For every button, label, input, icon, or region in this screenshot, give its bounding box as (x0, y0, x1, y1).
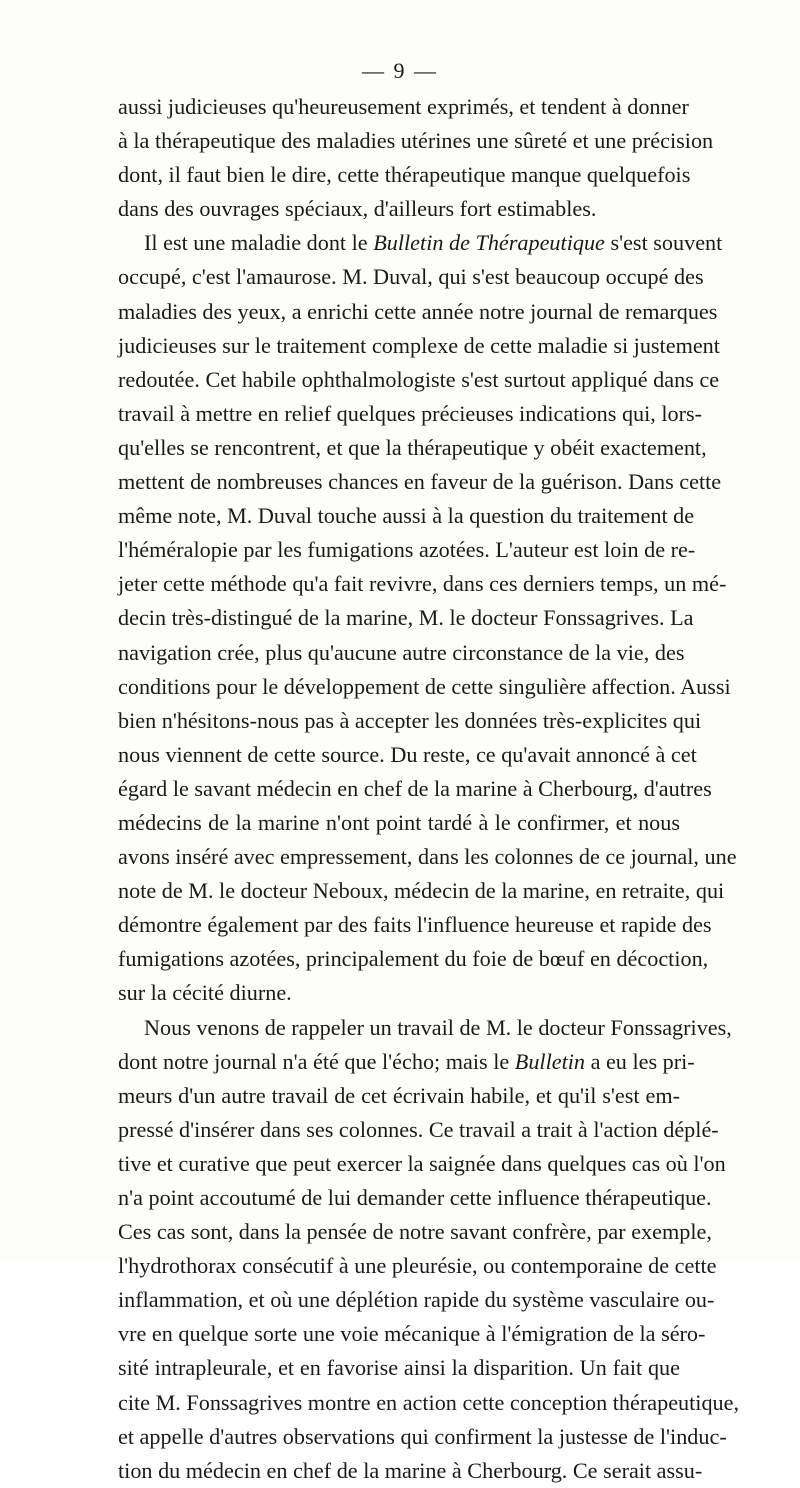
text-line (118, 1045, 695, 1079)
text-line: sité intrapleurale, et en favorise ainsi la disparition. Un fait que (118, 1355, 680, 1381)
text-line: jeter cette méthode qu'a fait revivre, dans ces derniers temps, un mé- (118, 571, 727, 597)
page-number: — 9 — (362, 58, 438, 83)
text-line: conditions pour le développement de cette singulière affection. Aussi (118, 673, 731, 699)
text-line: meurs d'un autre travail de cet écrivain habile, et qu'il s'est em- (118, 1082, 680, 1108)
text-line: qu'elles se rencontrent, et que la thérapeutique y obéit exactement, (118, 434, 707, 460)
text-line: démontre également par des faits l'influence heureuse et rapide des (118, 912, 712, 938)
text-line (118, 226, 723, 260)
text-line: et appelle d'autres observations qui confirment la justesse de l'induc- (118, 1423, 727, 1449)
text-line: l'héméralopie par les fumigations azotées. L'auteur est loin de re- (118, 537, 696, 563)
text-line: sur la cécité diurne. (118, 980, 292, 1006)
text-line: Ces cas sont, dans la pensée de notre savant confrère, par exemple, (118, 1219, 712, 1245)
text-line: mettent de nombreuses chances en faveur de la guérison. Dans cette (118, 469, 722, 495)
text-line: navigation crée, plus qu'aucune autre circonstance de la vie, des (118, 639, 685, 665)
text-line: inflammation, et où une déplétion rapide du système vasculaire ou- (118, 1287, 715, 1313)
text-line: bien n'hésitons-nous pas à accepter les données très-explicites qui (118, 707, 702, 733)
text-line: l'hydrothorax consécutif à une pleurésie, ou contemporaine de cette (118, 1253, 717, 1279)
text-line: égard le savant médecin en chef de la marine à Cherbourg, d'autres (118, 775, 712, 801)
text-line: note de M. le docteur Neboux, médecin de la marine, en retraite, qui (118, 878, 725, 904)
text-line: occupé, c'est l'amaurose. M. Duval, qui s'est beaucoup occupé des (118, 264, 704, 290)
text-line: dans des ouvrages spéciaux, d'ailleurs fort estimables. (118, 196, 597, 222)
text-line: n'a point accoutumé de lui demander cette influence thérapeutique. (118, 1185, 712, 1210)
text-line: maladies des yeux, a enrichi cette année notre journal de remarques (118, 298, 718, 324)
text-line: aussi judicieuses qu'heureusement exprimés, et tendent à donner (118, 94, 689, 119)
text-line: fumigations azotées, principalement du foie de bœuf en décoction, (118, 946, 709, 972)
text-line: pressé d'insérer dans ses colonnes. Ce travail a trait à l'action déplé- (118, 1116, 719, 1142)
body-text (118, 90, 740, 1488)
text-line: judicieuses sur le traitement complexe de cette maladie si justement (118, 332, 720, 358)
journal-title: Bulletin de Thérapeutique (373, 230, 605, 256)
text-line: redoutée. Cet habile ophthalmologiste s'est surtout appliqué dans ce (118, 366, 720, 392)
line-text: Il est une maladie dont le (144, 230, 374, 256)
text-line: tion du médecin en chef de la marine à Cherbourg. Ce serait assu- (118, 1457, 703, 1483)
text-line: tive et curative que peut exercer la saignée dans quelques cas où l'on (118, 1150, 726, 1176)
line-text: dont notre journal n'a été que l'écho; mais le (118, 1048, 515, 1074)
text-line: à la thérapeutique des maladies utérines une sûreté et une précision (118, 128, 714, 154)
text-line: cite M. Fonssagrives montre en action cette conception thérapeutique, (118, 1389, 740, 1415)
line-text: s'est souvent (604, 230, 723, 256)
text-line: Nous venons de rappeler un travail de M. le docteur Fonssagrives, (144, 1014, 732, 1040)
text-line: même note, M. Duval touche aussi à la question du traitement de (118, 503, 695, 529)
text-line: dont, il faut bien le dire, cette thérapeutique manque quelquefois (118, 162, 691, 188)
text-line: travail à mettre en relief quelques précieuses indications qui, lors- (118, 400, 703, 426)
line-text: a eu les pri- (585, 1048, 695, 1074)
text-line: decin très-distingué de la marine, M. le docteur Fonssagrives. La (118, 605, 694, 631)
journal-title: Bulletin (514, 1048, 586, 1074)
text-line: nous viennent de cette source. Du reste, ce qu'avait annoncé à cet (118, 741, 697, 767)
text-line: vre en quelque sorte une voie mécanique à l'émigration de la séro- (118, 1321, 706, 1347)
text-line: médecins de la marine n'ont point tardé à le confirmer, et nous (118, 809, 680, 835)
text-line: avons inséré avec empressement, dans les colonnes de ce journal, une (118, 844, 737, 870)
